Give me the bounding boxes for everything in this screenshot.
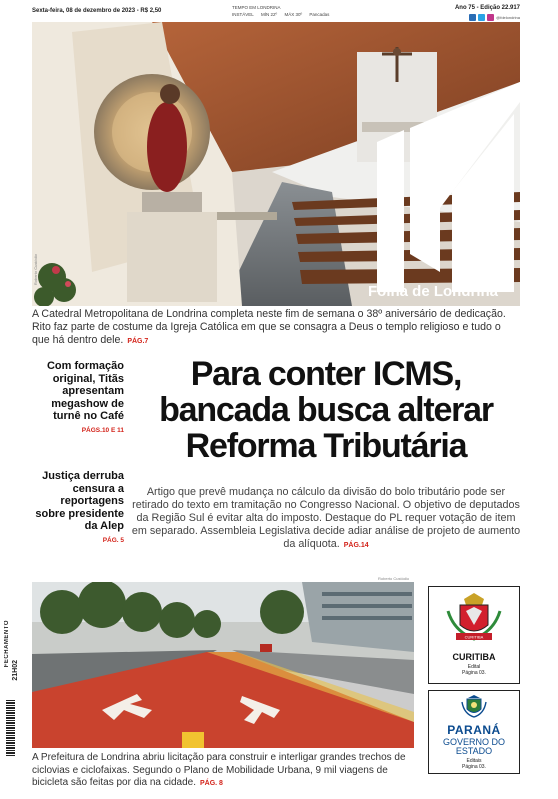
bike-photo-credit: Roberto Custódio [378, 576, 410, 581]
bike-page-ref[interactable]: PÁG. 8 [200, 780, 223, 788]
weather-condition: INSTÁVEL [232, 12, 254, 17]
bike-lane-image [32, 582, 414, 748]
curitiba-edital-line1: Edital [467, 664, 481, 670]
temp-min: MÍN 22º [261, 12, 278, 17]
curitiba-name: CURITIBA [452, 652, 496, 662]
parana-coat-of-arms-icon [460, 694, 488, 718]
parana-editais-line1: Editais [466, 758, 482, 764]
temp-max: MÁX 30º [284, 12, 303, 17]
social-handle[interactable]: @fdelondrina [496, 15, 520, 20]
hero-photo [32, 22, 520, 306]
hero-page-ref[interactable]: PÁG.7 [127, 338, 149, 345]
facebook-icon[interactable] [469, 14, 476, 21]
fechamento-label: FECHAMENTO [4, 620, 10, 668]
hero-caption [32, 308, 520, 348]
hero-photo-credit: Roberto Custódio [33, 254, 38, 286]
cathedral-interior-image [32, 22, 520, 306]
date-price: Sexta-feira, 08 de dezembro de 2023 - R$ 2,50 [32, 8, 162, 14]
brand-logo-text: Folha de Londrina [368, 283, 498, 300]
edition-number: Ano 75 - Edição 22.917 [454, 5, 520, 11]
fechamento-strip [4, 620, 18, 770]
twitter-icon[interactable] [478, 14, 485, 21]
masthead-bar [32, 4, 520, 22]
curitiba-notice[interactable] [428, 586, 520, 684]
teaser-page-ref[interactable]: PÁGS.10 E 11 [81, 426, 124, 434]
teaser-headline: Justiça derruba censura a reportagens sobre presidente da Alep [35, 470, 124, 533]
teaser-headline: Com formação original, Titãs apresentam megashow de turnê no Café [46, 360, 124, 423]
weather-box [232, 5, 352, 17]
parana-editais [429, 758, 519, 770]
barcode [6, 700, 15, 756]
curitiba-edital-line2: Página 03. [462, 670, 486, 676]
bike-caption-text: A Prefeitura de Londrina abriu licitação para construir e interligar grandes trechos de ciclovias e ciclofaixas. Segundo o Plano de Mobilidade Urbana, 9 mil viagens de bicicleta são feitas por dia na cidade. [32, 752, 406, 789]
social-links [469, 14, 520, 21]
weather-note: Pancadas [309, 12, 330, 17]
fechamento-time: 21H02 [12, 660, 19, 681]
bike-lane-photo [32, 582, 414, 748]
instagram-icon[interactable] [487, 14, 494, 21]
teaser-page-ref[interactable]: PÁG. 5 [102, 536, 124, 544]
parana-notice[interactable] [428, 690, 520, 774]
coat-banner-text: CURITIBA [464, 634, 484, 640]
parana-government: GOVERNO DO ESTADO [442, 737, 505, 756]
teaser-justica[interactable] [32, 470, 124, 544]
bike-caption [32, 752, 412, 791]
curitiba-edital [429, 664, 519, 676]
main-summary [130, 486, 522, 552]
teaser-titas[interactable] [32, 360, 124, 434]
parana-name: PARANÁ [447, 723, 501, 737]
weather-title: TEMPO EM LONDRINA [232, 5, 281, 10]
parana-editais-line2: Página 03. [462, 764, 486, 770]
main-page-ref[interactable]: PÁG.14 [343, 542, 369, 549]
hero-caption-text: A Catedral Metropolitana de Londrina completa neste fim de semana o 38º aniversário de dedicação. Rito faz parte de costume da Igreja Católica em que se consagra a Deus o templo religioso e tudo o que há dentro dele. [32, 308, 506, 346]
curitiba-coat-of-arms-icon [444, 591, 504, 645]
main-summary-text: Artigo que prevê mudança no cálculo da divisão do bolo tributário pode ser retirado do texto em tramitação no Congresso Nacional. O objetivo de deputados da Região Sul é evitar alta do imposto. Destaque do PL requer votação de item em separado. Assembleia Legislativa decide adiar análise de projeto de aumento da alíquota. [131, 486, 521, 550]
main-headline: Para conter ICMS, bancada busca alterar Reforma Tributária [159, 355, 493, 465]
